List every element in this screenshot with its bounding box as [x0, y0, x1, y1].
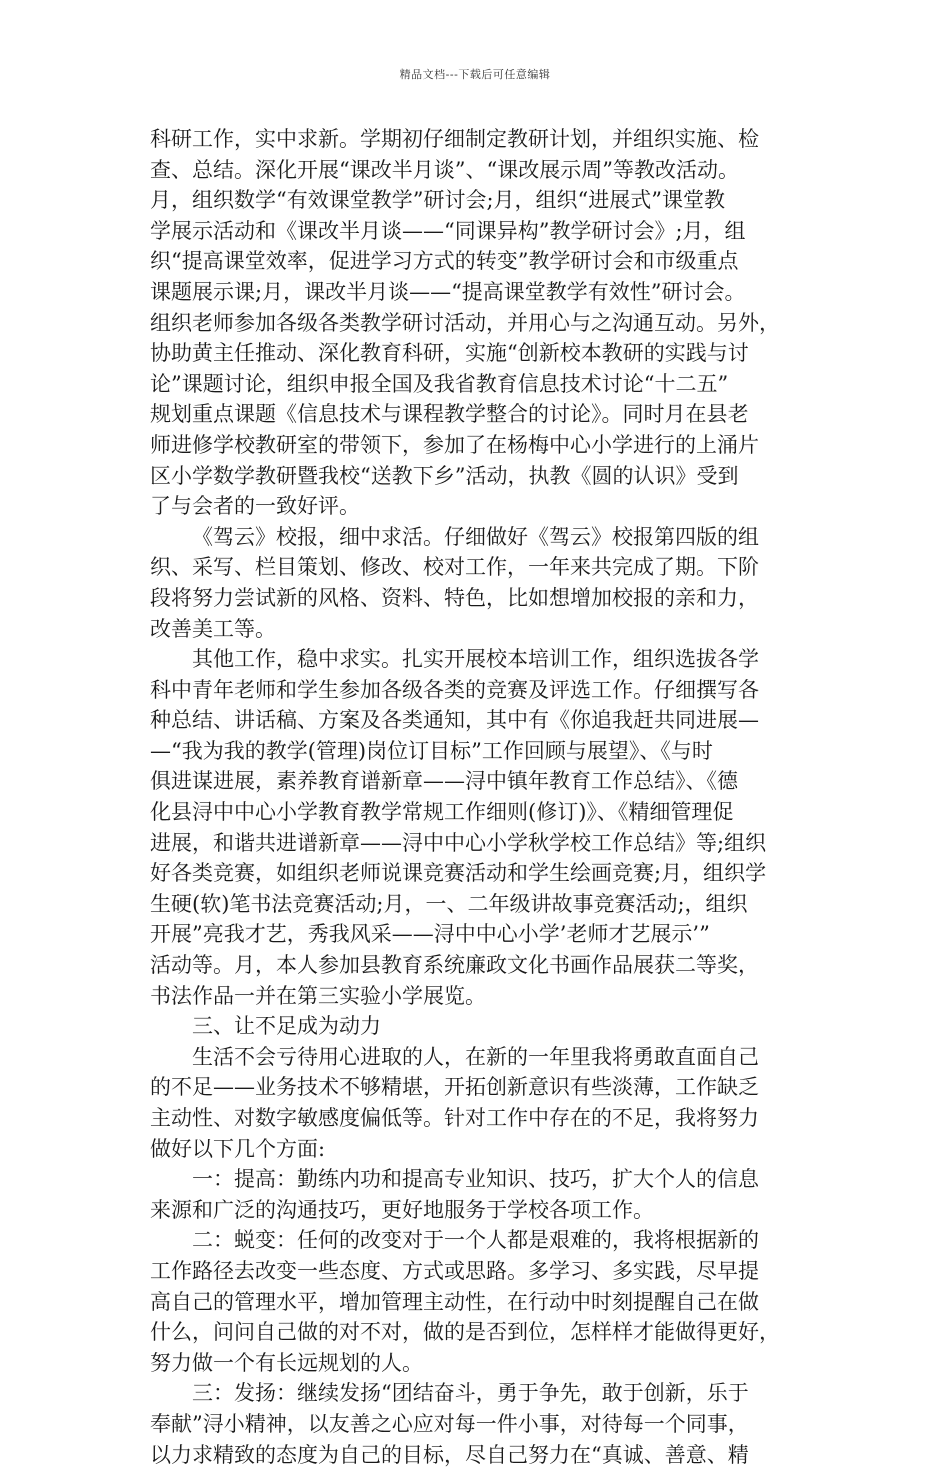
text-line: 主动性、对数字敏感度偏低等。针对工作中存在的不足，我将努力 [150, 1106, 759, 1130]
text-line: 其他工作，稳中求实。扎实开展校本培训工作，组织选拔各学 [192, 647, 759, 672]
text-line: 课题展示课;月，课改半月谈——“提高课堂教学有效性”研讨会。 [150, 279, 746, 304]
text-line: 工作路径去改变一些态度、方式或思路。多学习、多实践，尽早提 [150, 1258, 759, 1283]
text-line: 组织老师参加各级各类教学研讨活动，并用心与之沟通互动。另外， [150, 310, 780, 335]
text-line: 论”课题讨论，组织申报全国及我省教育信息技术讨论“十二五” [150, 371, 729, 396]
text-line: 的不足——业务技术不够精堪，开拓创新意识有些淡薄，工作缺乏 [150, 1075, 759, 1100]
text-line: 改善美工等。 [150, 616, 276, 641]
text-line: 种总结、讲话稿、方案及各类通知，其中有《你追我赶共同进展— [150, 708, 759, 733]
text-line: 三、让不足成为动力 [192, 1014, 381, 1039]
text-line: 织、采写、栏目策划、修改、校对工作，一年来共完成了期。下阶 [150, 555, 759, 580]
text-line: 奉献”浔小精神，以友善之心应对每一件小事，对待每一个同事， [150, 1411, 749, 1436]
text-line: 好各类竞赛，如组织老师说课竞赛活动和学生绘画竞赛;月，组织学 [150, 861, 767, 886]
text-line: 高自己的管理水平，增加管理主动性，在行动中时刻提醒自己在做 [150, 1289, 759, 1314]
text-line: —“我为我的教学(管理)岗位订目标”工作回顾与展望》、《与时 [150, 738, 713, 763]
text-line: 师进修学校教研室的带领下，参加了在杨梅中心小学进行的上涌片 [150, 432, 759, 457]
text-line: 做好以下几个方面: [150, 1136, 326, 1161]
text-line: 月，组织数学“有效课堂教学”研讨会;月，组织“进展式”课堂教 [150, 188, 726, 213]
text-line: 书法作品一并在第三实验小学展览。 [150, 983, 486, 1008]
text-line: 以力求精致的态度为自己的目标，尽自己努力在“真诚、善意、精 [150, 1442, 749, 1467]
text-line: 协助黄主任推动、深化教育科研，实施“创新校本教研的实践与讨 [150, 341, 749, 366]
text-line: 进展，和谐共进谱新章——浔中中心小学秋学校工作总结》等;组织 [150, 830, 767, 855]
text-line: 化县浔中中心小学教育教学常规工作细则(修订)》、《精细管理促 [150, 800, 734, 825]
text-line: 《驾云》校报，细中求活。仔细做好《驾云》校报第四版的组 [192, 524, 759, 549]
text-line: 段将努力尝试新的风格、资料、特色，比如想增加校报的亲和力， [150, 585, 759, 610]
text-line: 来源和广泛的沟通技巧，更好地服务于学校各项工作。 [150, 1197, 654, 1222]
text-line: 俱进谋进展，素养教育谱新章——浔中镇年教育工作总结》、《德 [150, 769, 738, 794]
text-line: 活动等。月，本人参加县教育系统廉政文化书画作品展获二等奖， [150, 953, 759, 978]
text-line: 生硬(软)笔书法竞赛活动;月，一、二年级讲故事竞赛活动;，组织 [150, 891, 748, 916]
text-line: 规划重点课题《信息技术与课程教学整合的讨论》。同时月在县老 [150, 402, 749, 427]
text-line: 三：发扬：继续发扬“团结奋斗，勇于争先，敢于创新，乐于 [192, 1381, 749, 1406]
text-line: 努力做一个有长远规划的人。 [150, 1350, 423, 1375]
text-line: 区小学数学教研暨我校“送教下乡”活动，执教《圆的认识》受到 [150, 463, 739, 488]
text-line: 了与会者的一致好评。 [150, 494, 360, 519]
text-line: 二：蜕变：任何的改变对于一个人都是艰难的，我将根据新的 [192, 1228, 759, 1253]
text-line: 开展”亮我才艺，秀我风采——浔中中心小学’老师才艺展示’” [150, 922, 710, 947]
text-line: 科中青年老师和学生参加各级各类的竞赛及评选工作。仔细撰写各 [150, 677, 759, 702]
text-line: 生活不会亏待用心进取的人，在新的一年里我将勇敢直面自己 [192, 1044, 759, 1069]
text-line: 什么，问问自己做的对不对，做的是否到位，怎样样才能做得更好， [150, 1320, 780, 1345]
text-line: 科研工作，实中求新。学期初仔细制定教研计划，并组织实施、检 [150, 127, 759, 151]
text-line: 一：提高：勤练内功和提高专业知识、技巧，扩大个人的信息 [192, 1167, 759, 1192]
document-body [150, 124, 810, 1470]
text-line: 查、总结。深化开展“课改半月谈”、“课改展示周”等教改活动。 [150, 157, 739, 182]
text-line: 学展示活动和《课改半月谈——“同课异构”教学研讨会》;月，组 [150, 218, 746, 243]
page-header: 精品文档---下载后可任意编辑 [399, 68, 551, 81]
text-line: 织“提高课堂效率，促进学习方式的转变”教学研讨会和市级重点 [150, 249, 739, 274]
